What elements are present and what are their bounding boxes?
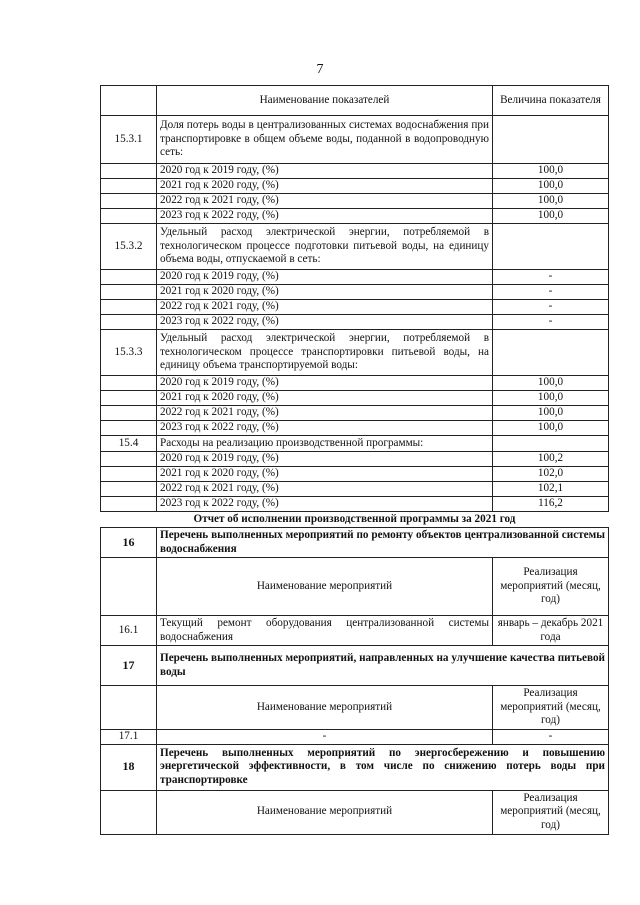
row-label: 2022 год к 2021 году, (%) [157, 300, 493, 315]
row-value: 100,0 [493, 164, 609, 179]
table-row [101, 194, 609, 209]
item-value: - [493, 730, 609, 745]
row-label: 2022 год к 2021 году, (%) [157, 406, 493, 421]
page-number: 7 [316, 62, 324, 77]
table-row [101, 452, 609, 467]
table-row [101, 300, 609, 315]
table-header-row [101, 86, 609, 116]
row-label: 2021 год к 2020 году, (%) [157, 391, 493, 406]
section-col-value: Реализация мероприятий (месяц, год) [493, 790, 609, 834]
row-value: 100,0 [493, 391, 609, 406]
row-value: 102,0 [493, 467, 609, 482]
header-value-cell: Величина показателя [493, 86, 609, 116]
table-row [101, 406, 609, 421]
row-value: 100,0 [493, 194, 609, 209]
section-header-row [101, 686, 609, 730]
table-row [101, 497, 609, 512]
row-value: - [493, 270, 609, 285]
section-number: 18 [101, 744, 157, 790]
section-number: 17 [101, 646, 157, 686]
table-row [101, 179, 609, 194]
section-header-row [101, 790, 609, 834]
table-row [101, 270, 609, 285]
item-number: 16.1 [101, 616, 157, 646]
indicator-title: Доля потерь воды в централизованных системах водоснабжения при транспортировке в общем объеме воды, поданной в водопроводную сеть: [157, 116, 493, 164]
row-label: 2021 год к 2020 году, (%) [157, 285, 493, 300]
section-title-row [101, 646, 609, 686]
section-title: Перечень выполненных мероприятий по ремонту объектов централизованной системы водоснабжения [157, 528, 609, 558]
indicator-title-row [101, 436, 609, 452]
header-num-cell [101, 86, 157, 116]
row-label: 2020 год к 2019 году, (%) [157, 376, 493, 391]
row-label: 2023 год к 2022 году, (%) [157, 421, 493, 436]
indicator-value-empty [493, 116, 609, 164]
row-label: 2021 год к 2020 году, (%) [157, 179, 493, 194]
item-name: Текущий ремонт оборудования централизованной системы водоснабжения [157, 616, 493, 646]
row-value: 102,1 [493, 482, 609, 497]
row-value: 100,0 [493, 421, 609, 436]
table-row [101, 391, 609, 406]
row-value: 116,2 [493, 497, 609, 512]
section-title: Перечень выполненных мероприятий, направленных на улучшение качества питьевой воды [157, 646, 609, 686]
section-col-value: Реализация мероприятий (месяц, год) [493, 686, 609, 730]
table-row [101, 285, 609, 300]
row-label: 2020 год к 2019 году, (%) [157, 164, 493, 179]
section-item-row [101, 616, 609, 646]
table-row [101, 421, 609, 436]
indicators-table [100, 85, 609, 835]
indicator-title: Удельный расход электрической энергии, потребляемой в технологическом процессе подготовки питьевой воды, на единицу объема воды, отпускаемой в сеть: [157, 224, 493, 270]
row-label: 2023 год к 2022 году, (%) [157, 497, 493, 512]
indicator-title-row [101, 224, 609, 270]
row-label: 2021 год к 2020 году, (%) [157, 467, 493, 482]
table-row [101, 315, 609, 330]
section-col-name: Наименование мероприятий [157, 558, 493, 616]
indicator-title-row [101, 116, 609, 164]
row-value: - [493, 285, 609, 300]
indicator-number: 15.3.2 [101, 224, 157, 270]
row-label: 2022 год к 2021 году, (%) [157, 194, 493, 209]
section-title: Перечень выполненных мероприятий по энергосбережению и повышению энергетической эффективности, в том числе по снижению потерь воды при транспортировке [157, 744, 609, 790]
section-number: 16 [101, 528, 157, 558]
table-row [101, 482, 609, 497]
section-col-name: Наименование мероприятий [157, 790, 493, 834]
row-value: - [493, 300, 609, 315]
row-value: 100,0 [493, 179, 609, 194]
row-label: 2020 год к 2019 году, (%) [157, 452, 493, 467]
section-title-row [101, 528, 609, 558]
report-title-row [101, 512, 609, 528]
item-number: 17.1 [101, 730, 157, 745]
indicator-title-row [101, 330, 609, 376]
indicator-title: Удельный расход электрической энергии, потребляемой в технологическом процессе транспортировки питьевой воды, на единицу объема транспортируемой воды: [157, 330, 493, 376]
section-header-row [101, 558, 609, 616]
row-label: 2023 год к 2022 году, (%) [157, 315, 493, 330]
row-value: 100,0 [493, 376, 609, 391]
item-value: январь – декабрь 2021 года [493, 616, 609, 646]
table-row [101, 376, 609, 391]
row-value: 100,0 [493, 406, 609, 421]
section-col-name: Наименование мероприятий [157, 686, 493, 730]
row-value: - [493, 315, 609, 330]
row-label: 2020 год к 2019 году, (%) [157, 270, 493, 285]
report-title: Отчет об исполнении производственной программы за 2021 год [101, 512, 609, 528]
table-row [101, 164, 609, 179]
section-item-row [101, 730, 609, 745]
section-title-row [101, 744, 609, 790]
table-row [101, 467, 609, 482]
header-name-cell: Наименование показателей [157, 86, 493, 116]
row-value: 100,2 [493, 452, 609, 467]
indicator-number: 15.3.1 [101, 116, 157, 164]
section-col-value: Реализация мероприятий (месяц, год) [493, 558, 609, 616]
indicator-number: 15.4 [101, 436, 157, 452]
row-value: 100,0 [493, 209, 609, 224]
item-name: - [157, 730, 493, 745]
table-row [101, 209, 609, 224]
indicator-number: 15.3.3 [101, 330, 157, 376]
indicator-title: Расходы на реализацию производственной программы: [157, 436, 493, 452]
row-label: 2022 год к 2021 году, (%) [157, 482, 493, 497]
row-label: 2023 год к 2022 году, (%) [157, 209, 493, 224]
